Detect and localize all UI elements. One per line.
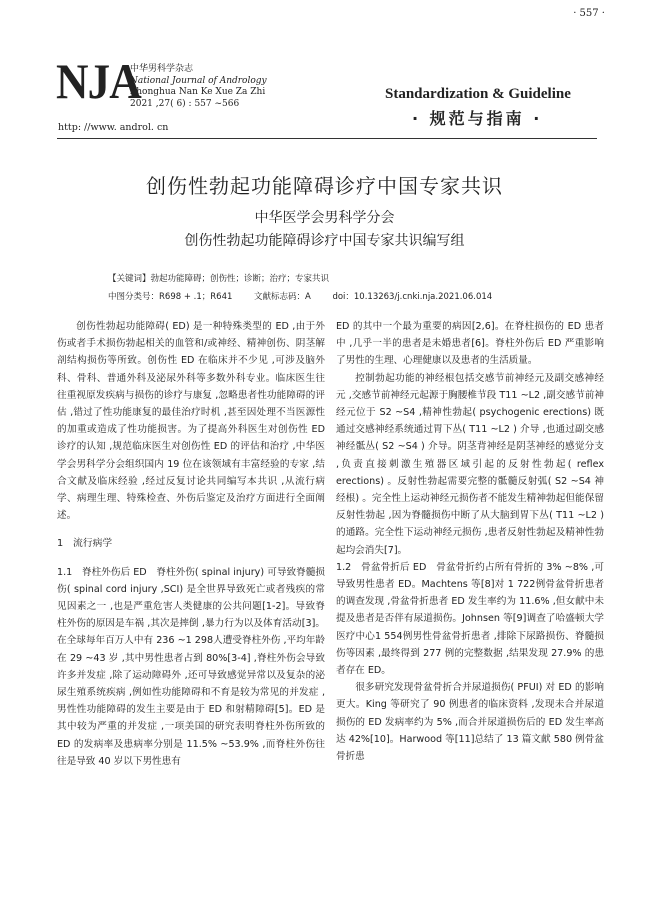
body-paragraph: 很多研究发现骨盆骨折合并尿道损伤( PFUI) 对 ED 的影响更大。King 等研究了 90 例患者的临床资料 ,发现未合并尿道损伤的 ED 发病率约为 5% ,而合并尿道损伤后的 ED 发生率高达 42%[10]。Harwood 等[11]总结了 13 篇文献 580 例骨盆骨折患 <box>336 682 604 763</box>
section-title-en: Standardization & Guideline <box>385 86 571 102</box>
journal-logo: NJA <box>56 53 141 109</box>
journal-pinyin: Zhonghua Nan Ke Xue Za Zhi <box>130 87 266 97</box>
journal-name-en: National Journal of Andrology <box>130 75 267 86</box>
journal-name-cn: 中华男科学杂志 <box>130 64 194 74</box>
body-paragraph: 控制勃起功能的神经根包括交感节前神经元及副交感神经元 ,交感节前神经元起源于胸腰椎节段 T11 ~L2 ,副交感节前神经元位于 S2 ~S4 ,精神性勃起( psychogenic erections) 既通过交感神经系统通过胃下丛( T11 ~L2 ) 介导 ,也通过副交感神经骶丛( S2 ~S4 ) 介导。阴茎背神经是阴茎神经的感觉分支 ,负责直接刺激生殖器区域引起的反射性勃起( reflex erections) 。反射性勃起需要完整的骶髓反射弧( S2 ~S4 神经根) 。完全性上运动神经元损伤者不能发生精神勃起但能保留反射性勃起 ,因为脊髓损伤中断了从大脑到胃下丛( T11 ~L2 ) 的通路。完全性下运动神经元损伤 ,患者反射性勃起及精神性勃起均会消失[7]。 <box>336 372 604 556</box>
left-column <box>57 318 325 770</box>
right-column <box>336 318 604 765</box>
subsection-paragraph: 1.2 骨盆骨折后 ED 骨盆骨折约占所有骨折的 3% ~8% ,可导致男性患者 ED。Machtens 等[8]对 1 722例骨盆骨折患者的调查发现 ,骨盆骨折患者 ED 发生率约为 11.6% ,但女献中未提及患者是否伴有尿道损伤。Johnsen 等[9]调查了哈盛顿大学医疗中心1 554例男性骨盆骨折患者 ,排除下尿路损伤、脊髓损伤等因素 ,最终得到 277 例的完整数据 ,结果发现 27.9% 的患者存在 ED。 <box>336 561 604 677</box>
page-number: · 557 · <box>573 8 605 19</box>
section-title-cn: · 规范与指南 · <box>412 109 543 128</box>
journal-info <box>130 64 267 110</box>
body-paragraph: 创伤性勃起功能障碍( ED) 是一种特殊类型的 ED ,由于外伤或者手术损伤勃起相关的血管和/或神经、精神创伤、阴茎解剖结构损伤等所致。创伤性 ED 在临床并不少见 ,可涉及脑外科、骨科、普通外科及泌尿外科等多数外科专业。临床医生往往重视原发疾病与损伤的诊疗与康复 ,忽略患者性功能障碍的评估 ,错过了性功能康复的最佳治疗时机 ,甚至因处理不当医源性的加重或造成了性功能损害。为了提高外科医生对创伤性 ED 诊疗的认知 ,规范临床医生对创伤性 ED 的评估和治疗 ,中华医学会男科学分会组织国内 19 位在该领域有丰富经验的专家 ,结合文献及临床经验 ,经过反复讨论共同编写本共识 ,从流行病学、病理生理、特殊检查、外伤后鉴定及治疗方面进行全面阐述。 <box>57 321 325 522</box>
author-org: 中华医学会男科学分会 <box>254 210 395 226</box>
classification-line: 中图分类号：R698 + .1；R641 文献标志码：A doi：10.13263/j.cnki.nja.2021.06.014 <box>108 292 493 302</box>
spacer <box>57 553 325 564</box>
subsection-paragraph: 1.1 脊柱外伤后 ED 脊柱外伤( spinal injury) 可导致脊髓损伤( spinal cord injury ,SCI) 是全世界导致死亡或者残疾的常见因素之一 ,也是严重危害人类健康的公共问题[1-2]。导致脊柱外伤的原因是车祸 ,其次是摔倒 ,暴力行为以及体育活动[3]。在全球每年百万人中有 236 ~1 298人遭受脊柱外伤 ,平均年龄在 29 ~43 岁 ,其中男性患者占到 80%[3-4] ,脊柱外伤会导致许多并发症 ,除了运动障碍外 ,还可导致感觉异常以及复杂的泌尿生殖系统疾病 ,例如性功能障碍和不育是较为常见的并发症 ,男性性功能障碍的发生主要是由于 ED 和射精障碍[5]。ED 是其中较为严重的并发症 ,一项美国的研究表明脊柱外伤所致的 ED 的发病率及患病率分别是 11.5% ~53.9% ,而脊柱外伤往往是导致 40 岁以下男性患有 <box>57 566 325 767</box>
keywords: 【关键词】勃起功能障碍；创伤性；诊断；治疗；专家共识 <box>108 274 330 284</box>
journal-url[interactable]: http: //www. androl. cn <box>58 122 169 133</box>
spacer <box>57 524 325 535</box>
body-paragraph: ED 的其中一个最为重要的病因[2,6]。在脊柱损伤的 ED 患者中 ,几乎一半的患者是未婚患者[6]。脊柱外伤后 ED 严重影响了男性的生理、心理健康以及患者的生活质量。 <box>336 321 604 367</box>
journal-issue: 2021 ,27( 6) : 557 ~566 <box>130 98 240 109</box>
section-heading: 1 流行病学 <box>57 538 113 550</box>
header-rule <box>57 138 597 139</box>
article-title: 创伤性勃起功能障碍诊疗中国专家共识 <box>146 174 503 198</box>
author-group: 创伤性勃起功能障碍诊疗中国专家共识编写组 <box>184 233 465 249</box>
